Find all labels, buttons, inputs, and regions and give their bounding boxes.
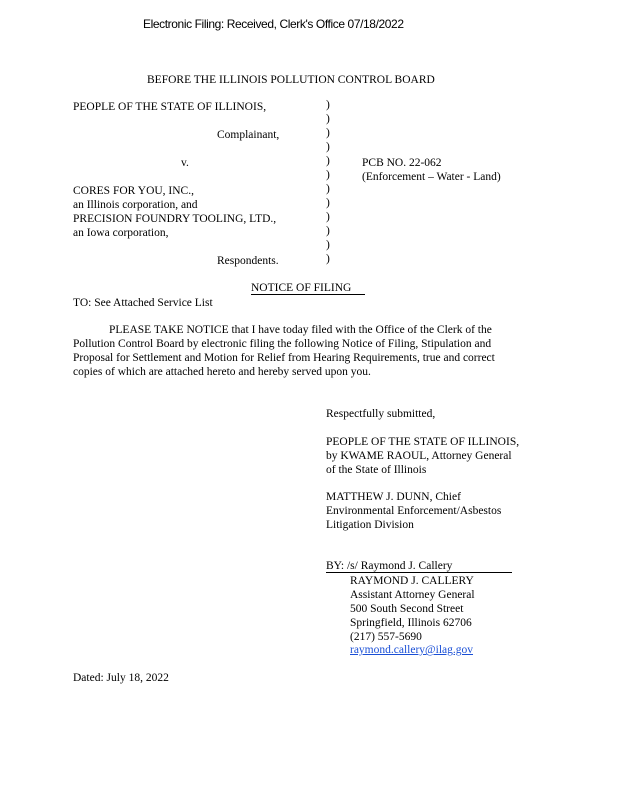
board-heading: BEFORE THE ILLINOIS POLLUTION CONTROL BOARD [147,74,435,86]
party-line-3: of the State of Illinois [326,464,427,476]
respondent-2-name: PRECISION FOUNDRY TOOLING, LTD., [73,213,277,225]
caption-paren: ) [326,127,330,139]
signer-phone: (217) 557-5690 [350,631,422,643]
signer-email-text[interactable]: raymond.callery@ilag.gov [350,644,473,656]
caption-paren: ) [326,113,330,125]
caption-paren: ) [326,225,330,237]
caption-paren: ) [326,211,330,223]
complainant-name: PEOPLE OF THE STATE OF ILLINOIS, [73,101,267,113]
notice-title [251,282,365,295]
signature-by-line [326,560,512,573]
caption-paren: ) [326,239,330,251]
signature-by-text: BY: /s/ Raymond J. Callery [326,560,453,572]
caption-paren: ) [326,141,330,153]
complainant-role: Complainant, [217,129,280,141]
caption-parenthesis-column [326,98,336,266]
caption-paren: ) [326,253,330,265]
caption-paren: ) [326,155,330,167]
dated-line: Dated: July 18, 2022 [73,672,169,684]
signer-name: RAYMOND J. CALLERY [350,575,474,587]
case-type: (Enforcement – Water - Land) [362,171,501,183]
signer-email-link[interactable] [350,643,480,657]
respondent-1-name: CORES FOR YOU, INC., [73,185,194,197]
chief-line-2: Environmental Enforcement/Asbestos [326,505,502,517]
party-line-1: PEOPLE OF THE STATE OF ILLINOIS, [326,436,520,448]
respondent-2-description: an Iowa corporation, [73,227,169,239]
respondent-1-description: an Illinois corporation, and [73,199,198,211]
chief-line-1: MATTHEW J. DUNN, Chief [326,491,461,503]
caption-paren: ) [326,183,330,195]
closing: Respectfully submitted, [326,408,436,420]
chief-line-3: Litigation Division [326,519,414,531]
signer-address-1: 500 South Second Street [350,603,464,615]
caption-paren: ) [326,169,330,181]
versus-label: v. [181,157,189,169]
to-line: TO: See Attached Service List [73,297,213,309]
signer-title: Assistant Attorney General [350,589,475,601]
signer-address-2: Springfield, Illinois 62706 [350,617,472,629]
respondent-role: Respondents. [217,255,279,267]
party-line-2: by KWAME RAOUL, Attorney General [326,450,512,462]
electronic-filing-stamp: Electronic Filing: Received, Clerk's Office 07/18/2022 [143,17,404,31]
case-number: PCB NO. 22-062 [362,157,442,169]
caption-paren: ) [326,99,330,111]
notice-body-paragraph: PLEASE TAKE NOTICE that I have today filed with the Office of the Clerk of the Pollution Control Board by electronic filing the following Notice of Filing, Stipulation and Proposal for Settlement and Motion for Relief from Hearing Requirements, true and correct copies of which are attached hereto and hereby served upon you. [73,324,495,378]
caption-paren: ) [326,197,330,209]
notice-title-text: NOTICE OF FILING [251,282,352,294]
